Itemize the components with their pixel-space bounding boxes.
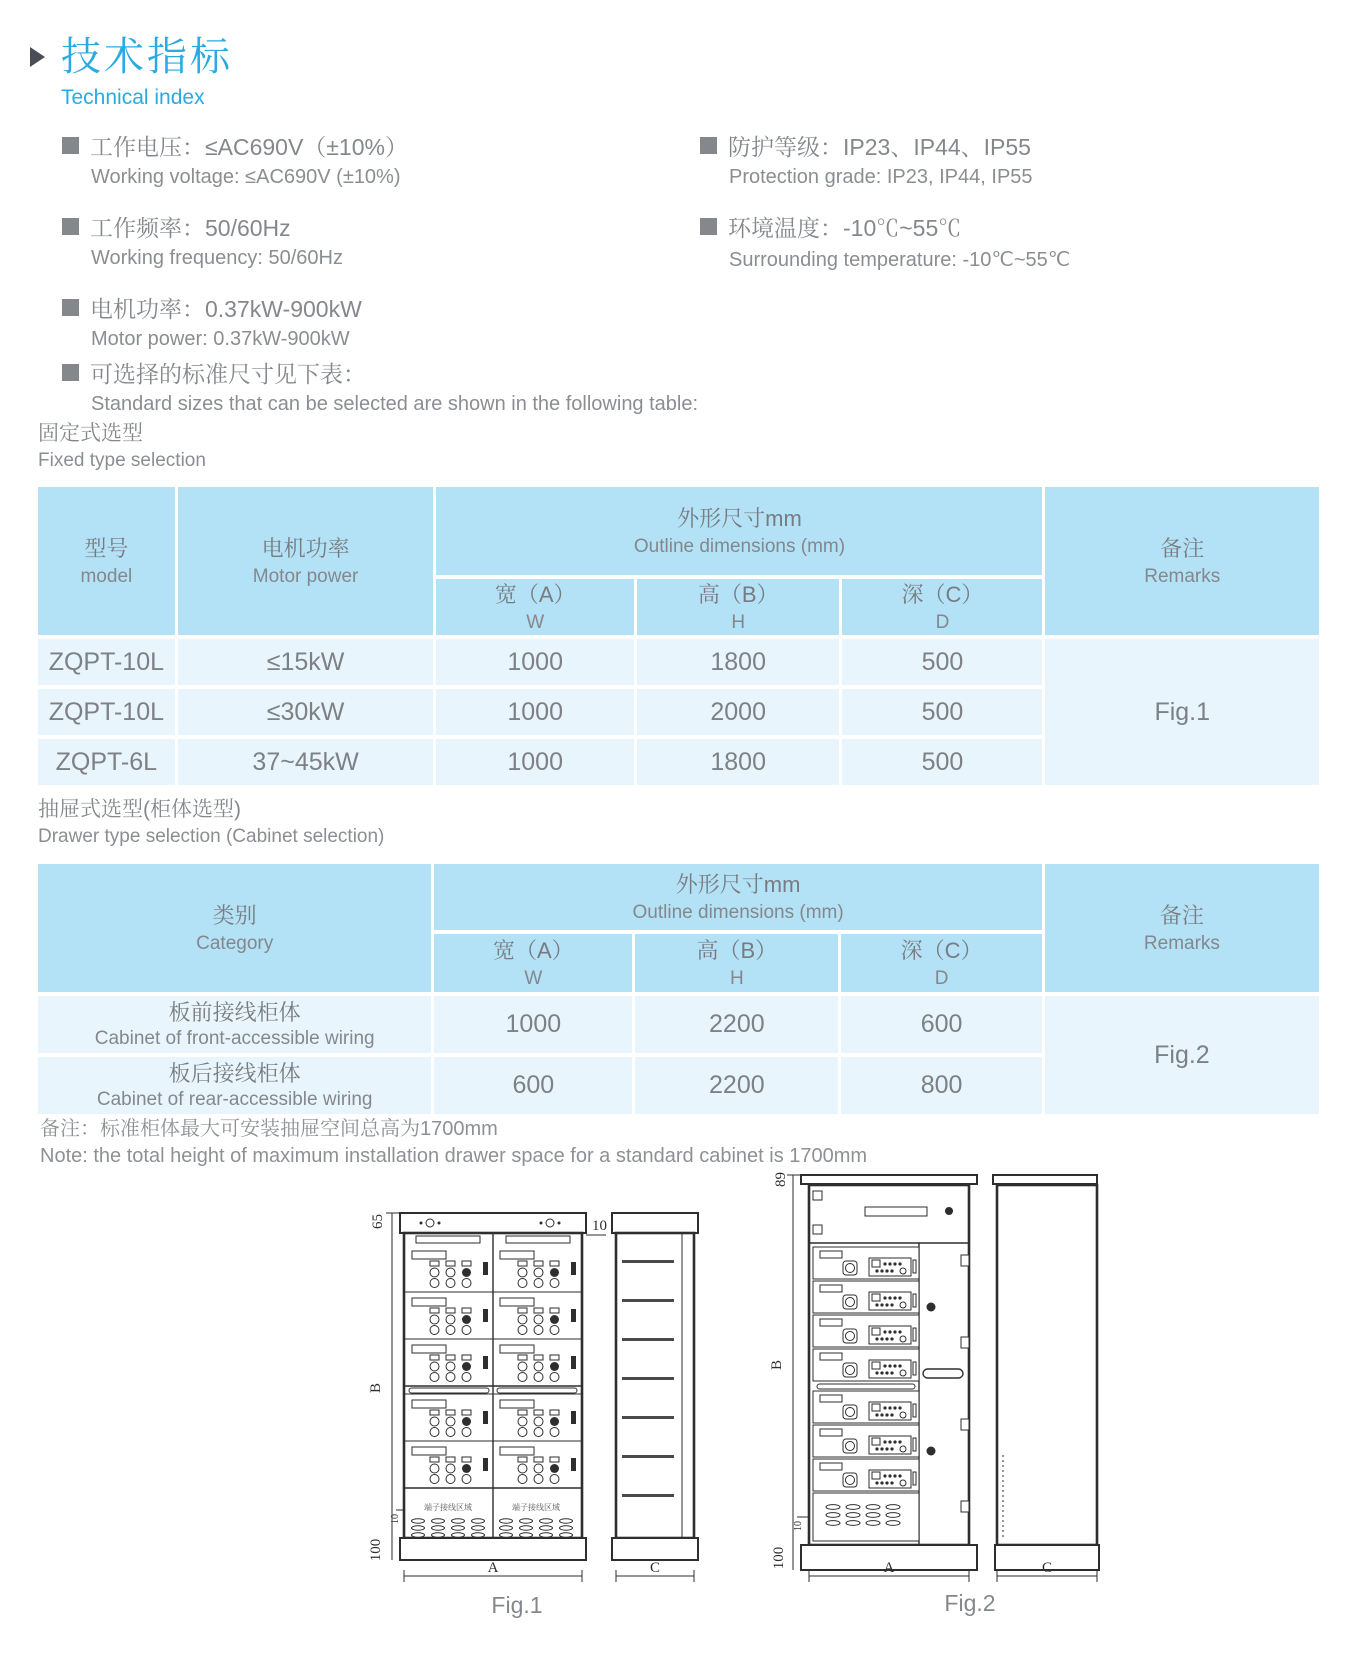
fig1-front-view (400, 1213, 586, 1560)
cell-h: 2200 (635, 1057, 838, 1114)
th-outline-dimensions (434, 864, 1041, 930)
spec-en-text: Working voltage: ≤AC690V (±10%) (91, 166, 401, 188)
spec-en-text: Working frequency: 50/60Hz (91, 247, 343, 269)
cell-remarks: Fig.1 (1045, 639, 1319, 785)
fig1-dim-B: B (368, 1382, 384, 1394)
th-remarks-zh: 备注 (1160, 535, 1205, 561)
th-remarks (1045, 864, 1319, 992)
square-bullet-icon (62, 218, 79, 235)
th-outline-zh: 外形尺寸mm (675, 871, 801, 897)
cell-w: 1000 (436, 739, 633, 785)
fig2-dim-B: B (769, 1359, 785, 1371)
th-outline-dimensions (436, 487, 1042, 575)
cell-h: 1800 (637, 739, 840, 785)
th-remarks-en: Remarks (1144, 565, 1221, 587)
fig2-dim-89: 89 (773, 1172, 789, 1187)
cell-w: 1000 (436, 689, 633, 735)
cell-h: 2200 (635, 996, 838, 1053)
th-width-zh: 宽（A） (493, 937, 574, 963)
fig1-side-view (612, 1213, 698, 1560)
spec-zh-text: 可选择的标准尺寸见下表： (90, 361, 366, 387)
fig1-dim-10-top: 10 (592, 1218, 607, 1234)
fig2-dim-C: C (1041, 1560, 1053, 1576)
spec-surrounding-temperature (700, 209, 1320, 277)
th-category (38, 864, 431, 992)
th-model-zh: 型号 (84, 535, 129, 561)
spec-motor-power (62, 290, 662, 358)
section-arrow-icon (30, 47, 45, 67)
fig2-dim-100: 100 (771, 1546, 787, 1570)
th-remarks-en: Remarks (1143, 932, 1220, 954)
page-subtitle: Technical index (61, 86, 205, 109)
th-height-en: H (729, 967, 744, 989)
fig1-dim-65: 65 (370, 1214, 386, 1229)
th-motor-power (178, 487, 434, 635)
th-height-zh: 高（B） (696, 937, 778, 963)
spec-zh-text: 工作频率：50/60Hz (90, 215, 291, 241)
th-depth (841, 934, 1042, 992)
th-outline-zh: 外形尺寸mm (677, 505, 802, 531)
th-width-zh: 宽（A） (494, 581, 576, 607)
th-motor-zh: 电机功率 (261, 535, 350, 561)
fig1-caption: Fig.1 (491, 1592, 543, 1618)
cell-model: ZQPT-10L (38, 639, 175, 685)
note-en: Note: the total height of maximum installation drawer space for a standard cabinet is 1700mm (40, 1145, 868, 1167)
title-block (30, 34, 233, 110)
section-title-en: Drawer type selection (Cabinet selection) (38, 826, 385, 847)
cell-d: 500 (842, 689, 1042, 735)
fig2-dim-A: A (883, 1560, 895, 1576)
spec-zh-text: 环境温度：-10℃~55℃ (728, 215, 962, 241)
th-depth-zh: 深（C） (900, 937, 983, 963)
th-height-zh: 高（B） (697, 581, 779, 607)
section-heading-drawer-type (38, 796, 384, 850)
th-category-zh: 类别 (212, 902, 257, 928)
fig1-dim-10-bottom: 10 (390, 1514, 401, 1524)
th-outline-en: Outline dimensions (mm) (632, 901, 844, 923)
cell-h: 2000 (637, 689, 840, 735)
fig1-drawing (342, 1188, 712, 1588)
cell-model: ZQPT-10L (38, 689, 175, 735)
cell-w: 1000 (434, 996, 632, 1053)
table-row (38, 996, 1319, 1053)
section-title-en: Fixed type selection (38, 450, 206, 471)
th-depth-en: D (934, 967, 949, 989)
square-bullet-icon (700, 218, 717, 235)
cell-model: ZQPT-6L (38, 739, 175, 785)
th-depth-en: D (935, 611, 950, 633)
th-outline-en: Outline dimensions (mm) (633, 535, 846, 557)
fig1-dim-100: 100 (368, 1538, 384, 1562)
fig1-dim-A: A (487, 1560, 499, 1576)
th-depth-zh: 深（C） (901, 581, 984, 607)
th-model (38, 487, 175, 635)
spec-en-text: Surrounding temperature: -10℃~55℃ (729, 249, 1071, 271)
spec-zh-text: 电机功率：0.37kW-900kW (90, 296, 362, 322)
th-model-en: model (80, 565, 133, 587)
th-remarks (1045, 487, 1319, 635)
fig1-terminal-label: 端子接线区域 (424, 1503, 472, 1512)
cell-category (38, 1057, 431, 1114)
spec-en-text: Standard sizes that can be selected are shown in the following table: (91, 393, 699, 415)
square-bullet-icon (700, 137, 717, 154)
spec-en-text: Protection grade: IP23, IP44, IP55 (729, 166, 1033, 188)
fig2-dim-10-bottom: 10 (793, 1521, 804, 1531)
table-row (38, 639, 1319, 685)
section-title-zh: 固定式选型 (38, 422, 143, 445)
fig1-dim-C: C (649, 1560, 661, 1576)
spec-working-voltage (62, 128, 662, 196)
spec-working-frequency (62, 209, 662, 277)
spec-protection-grade (700, 128, 1320, 196)
cell-d: 600 (841, 996, 1042, 1053)
spec-column-left (62, 128, 662, 371)
th-depth (842, 579, 1042, 635)
cell-remarks: Fig.2 (1045, 996, 1319, 1114)
fixed-type-table (35, 483, 1322, 789)
cell-w: 600 (434, 1057, 632, 1114)
cell-motor: ≤30kW (178, 689, 434, 735)
th-height (635, 934, 838, 992)
note-zh: 备注：标准柜体最大可安装抽屉空间总高为1700mm (40, 1118, 498, 1140)
cell-d: 500 (842, 639, 1042, 685)
drawer-type-table (35, 860, 1322, 1118)
square-bullet-icon (62, 364, 79, 381)
cell-h: 1800 (637, 639, 840, 685)
square-bullet-icon (62, 299, 79, 316)
page-title: 技术指标 (61, 35, 233, 79)
fig2-side-view (993, 1175, 1099, 1570)
cell-category (38, 996, 431, 1053)
th-remarks-zh: 备注 (1159, 902, 1204, 928)
th-width-en: W (524, 967, 543, 989)
section-title-zh: 抽屉式选型(柜体选型) (38, 798, 241, 821)
th-height-en: H (731, 611, 746, 633)
spec-zh-text: 防护等级：IP23、IP44、IP55 (728, 134, 1031, 160)
th-width-en: W (526, 611, 545, 633)
fig2-front-view (801, 1175, 977, 1570)
cell-category-zh: 板前接线柜体 (168, 999, 301, 1025)
fig2-drawing (735, 1155, 1115, 1585)
cell-category-zh: 板后接线柜体 (168, 1060, 301, 1086)
th-category-en: Category (196, 932, 274, 954)
spec-standard-sizes (62, 355, 962, 423)
spec-zh-text: 工作电压：≤AC690V（±10%） (90, 134, 408, 160)
cell-category-en: Cabinet of front-accessible wiring (94, 1027, 375, 1049)
cell-d: 800 (841, 1057, 1042, 1114)
cell-w: 1000 (436, 639, 633, 685)
section-heading-fixed-type (38, 420, 206, 474)
th-motor-en: Motor power (252, 565, 359, 587)
spec-column-right (700, 128, 1320, 290)
th-width (436, 579, 633, 635)
fig1-terminal-label: 端子接线区域 (512, 1503, 560, 1512)
fig2-caption: Fig.2 (944, 1590, 996, 1616)
spec-en-text: Motor power: 0.37kW-900kW (91, 328, 350, 350)
cell-motor: 37~45kW (178, 739, 434, 785)
th-height (637, 579, 840, 635)
cell-motor: ≤15kW (178, 639, 434, 685)
cell-d: 500 (842, 739, 1042, 785)
square-bullet-icon (62, 137, 79, 154)
th-width (434, 934, 632, 992)
cell-category-en: Cabinet of rear-accessible wiring (96, 1088, 373, 1110)
